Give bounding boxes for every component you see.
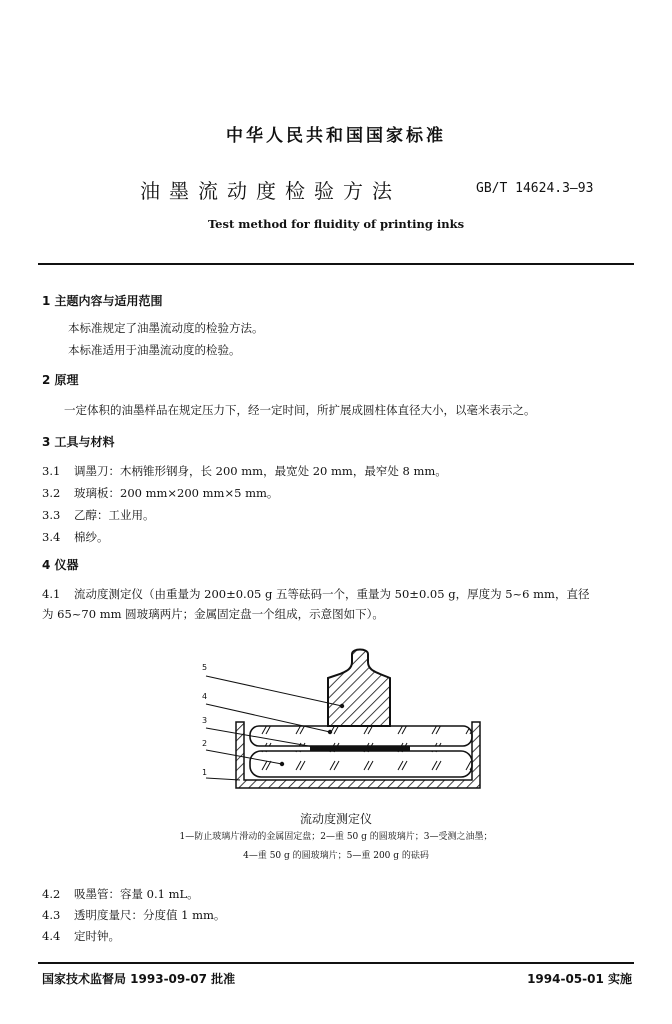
list-item: 3.4 棉纱。 [42, 530, 109, 544]
section-4-1-line-1: 4.1 流动度测定仪（由重量为 200±0.05 g 五等砝码一个，重量为 50±0.05 g，厚度为 5~6 mm，直径 [42, 587, 590, 601]
section-4-heading: 4 仪器 [42, 558, 79, 572]
figure-label-5: 5 [202, 663, 208, 672]
figure-legend-line-2: 4—重 50 g 的圆玻璃片；5—重 200 g 的砝码 [243, 851, 429, 861]
section-2-heading: 2 原理 [42, 373, 79, 387]
list-item: 4.2 吸墨管：容量 0.1 mL。 [42, 887, 199, 901]
list-item: 3.3 乙醇：工业用。 [42, 508, 155, 522]
approval-date: 国家技术监督局 1993-09-07 批准 [42, 972, 236, 986]
section-1-heading: 1 主题内容与适用范围 [42, 294, 163, 308]
figure-caption: 流动度测定仪 [299, 812, 372, 826]
figure-legend-line-1: 1—防止玻璃片滑动的金属固定盘；2—重 50 g 的圆玻璃片；3—受测之油墨； [179, 832, 493, 842]
english-title: Test method for fluidity of printing inks [207, 217, 465, 231]
figure-label-3: 3 [202, 716, 208, 725]
section-2-paragraph: 一定体积的油墨样品在规定压力下，经一定时间，所扩展成圆柱体直径大小，以毫米表示之。 [64, 403, 536, 417]
standard-title: 中华人民共和国国家标准 [226, 126, 446, 146]
list-item: 3.1 调墨刀：木柄锥形钢身，长 200 mm，最宽处 20 mm，最窄处 8 mm。 [42, 464, 447, 478]
weight-200g [328, 650, 390, 727]
figure-label-4: 4 [202, 692, 208, 701]
section-3-heading: 3 工具与材料 [42, 435, 115, 449]
section-4-1-line-2: 为 65~70 mm 圆玻璃两片；金属固定盘一个组成，示意图如下）。 [42, 607, 384, 621]
fluidity-tester-diagram [190, 648, 500, 798]
footer-divider [38, 962, 634, 964]
document-title: 油墨流动度检验方法 [140, 179, 401, 203]
figure-label-2: 2 [202, 739, 208, 748]
list-item: 4.4 定时钟。 [42, 929, 120, 943]
figure-label-1: 1 [202, 768, 208, 777]
header-divider [38, 263, 634, 265]
document-number: GB/T 14624.3—93 [476, 181, 594, 196]
implementation-date: 1994-05-01 实施 [527, 972, 632, 986]
section-1-paragraph-2: 本标准适用于油墨流动度的检验。 [68, 343, 241, 357]
list-item: 3.2 玻璃板：200 mm×200 mm×5 mm。 [42, 486, 279, 500]
list-item: 4.3 透明度量尺：分度值 1 mm。 [42, 908, 226, 922]
section-1-paragraph-1: 本标准规定了油墨流动度的检验方法。 [68, 321, 264, 335]
upper-glass-plate [250, 726, 472, 746]
